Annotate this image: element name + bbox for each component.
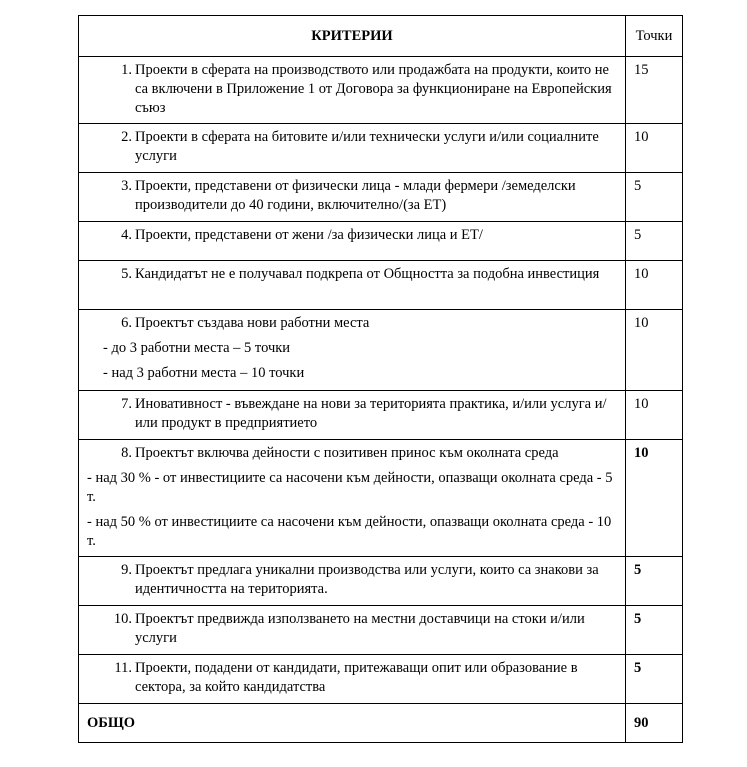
criteria-header: КРИТЕРИИ [79, 16, 626, 57]
row-number: 8. [121, 445, 132, 461]
table-row [79, 261, 683, 310]
sub-item: - над 50 % от инвестициите са насочени към дейности, опазващи околната среда - 10 т. [87, 514, 612, 549]
row-points: 5 [626, 222, 683, 261]
row-number: 2. [121, 129, 132, 145]
row-text: Проектът включва дейности с позитивен принос към околната среда [135, 445, 559, 461]
points-header: Точки [626, 16, 683, 57]
row-number: 5. [121, 266, 132, 282]
row-text: Проекти, представени от физически лица - млади фермери /земеделски производители до 40 години, включително/(за ЕТ) [135, 178, 576, 213]
row-points: 5 [626, 655, 683, 704]
row-number: 1. [121, 62, 132, 78]
row-number: 11. [114, 660, 132, 676]
total-points: 90 [626, 704, 683, 743]
row-points: 15 [626, 57, 683, 124]
table-row [79, 57, 683, 124]
row-number: 9. [121, 562, 132, 578]
row-text: Проектът предлага уникални производства или услуги, които са знакови за идентичността на територията. [135, 562, 599, 597]
row-points: 5 [626, 173, 683, 222]
sub-item: - до 3 работни места – 5 точки [103, 340, 291, 356]
row-points: 10 [626, 391, 683, 440]
row-points: 10 [626, 261, 683, 310]
row-number: 7. [121, 396, 132, 412]
table-row [79, 440, 683, 557]
row-text: Проекти, подадени от кандидати, притежаващи опит или образование в сектора, за който кандидатства [135, 660, 578, 695]
row-points: 10 [626, 124, 683, 173]
table-row [79, 173, 683, 222]
total-row [79, 704, 683, 743]
row-number: 6. [121, 315, 132, 331]
row-number: 4. [121, 227, 132, 243]
row-text: Иновативност - въвеждане на нови за територията практика, и/или услуга и/или продукт в предприятието [135, 396, 607, 431]
table-row [79, 310, 683, 391]
table-row [79, 655, 683, 704]
row-text: Проектът предвижда използването на местни доставчици на стоки и/или услуги [135, 611, 585, 646]
sub-item: - над 30 % - от инвестициите са насочени към дейности, опазващи околната среда - 5 т. [87, 470, 613, 505]
row-text: Проекти в сферата на производството или продажбата на продукти, които не са включени в Приложение 1 от Договора за функциониране на Европейския съюз [135, 62, 612, 116]
row-number: 3. [121, 178, 132, 194]
row-points: 10 [626, 310, 683, 391]
row-points: 5 [626, 606, 683, 655]
table-row [79, 391, 683, 440]
sub-item: - над 3 работни места – 10 точки [103, 365, 305, 381]
row-text: Проектът създава нови работни места [135, 315, 370, 331]
table-row [79, 557, 683, 606]
total-label: ОБЩО [79, 704, 626, 743]
table-row [79, 606, 683, 655]
row-text: Проекти в сферата на битовите и/или технически услуги и/или социалните услуги [135, 129, 599, 164]
table-row [79, 124, 683, 173]
header-row [79, 16, 683, 57]
row-text: Кандидатът не е получавал подкрепа от Общността за подобна инвестиция [135, 266, 600, 282]
row-text: Проекти, представени от жени /за физически лица и ЕТ/ [135, 227, 483, 243]
table-row [79, 222, 683, 261]
row-number: 10. [113, 611, 132, 627]
row-points: 5 [626, 557, 683, 606]
row-points: 10 [626, 440, 683, 557]
criteria-table [78, 15, 683, 743]
